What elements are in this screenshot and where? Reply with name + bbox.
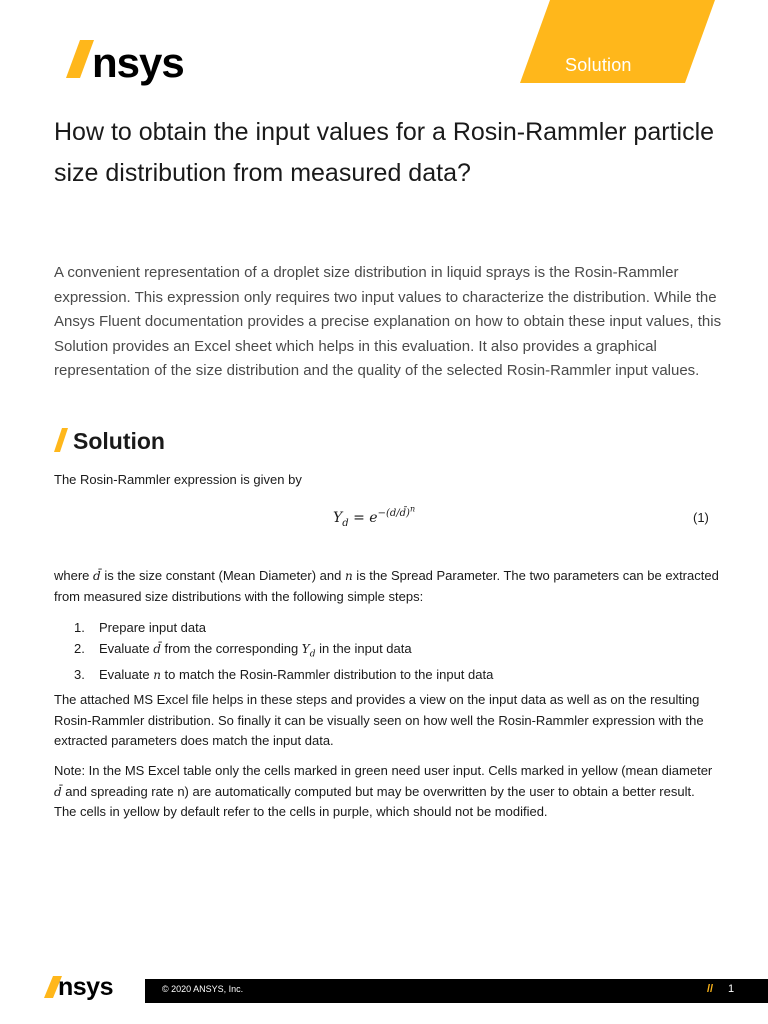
note-text-b: and spreading rate n) are automatically computed but may be overwritten by the user to obtain a better result. The cells in yellow by default refer to the cells in purple, which should not be modified. <box>54 783 695 819</box>
where-text-c: is the Spread Parameter. The two parameters can be extracted from measured size distributions with the following simple steps: <box>54 568 719 604</box>
page-number: 1 <box>728 983 735 995</box>
equation-lead: The Rosin-Rammler expression is given by <box>54 472 302 487</box>
symbol-d-bar: d̄ <box>93 569 101 583</box>
note-text-a: Note: In the MS Excel table only the cells marked in green need user input. Cells marked in yellow (mean diameter <box>54 763 713 778</box>
excel-paragraph: The attached MS Excel file helps in these steps and provides a view on the input data as well as on the resulting Rosin-Rammler distribution. So finally it can be visually seen on how well the Rosin-Rammler expression with the extracted parameters does match the input data. <box>54 692 704 748</box>
note-paragraph <box>54 761 719 823</box>
equation-exponent-text: −(d/d̄) <box>377 508 410 520</box>
list-item-text: in the input data <box>315 640 412 656</box>
list-item-text: Evaluate <box>99 666 154 682</box>
equation <box>333 505 415 529</box>
logo-text: nsys <box>92 39 184 86</box>
list-item <box>54 618 493 639</box>
equation-exponent-power: n <box>409 505 416 514</box>
list-item-number: 2. <box>74 640 85 656</box>
footer-bar <box>145 979 768 1003</box>
list-item <box>54 665 493 686</box>
list-item <box>54 639 493 665</box>
equation-exponent <box>377 505 416 520</box>
symbol-y-sub: d <box>309 649 316 660</box>
footer-logo-text: nsys <box>58 973 113 1001</box>
section-tab-label: Solution <box>565 55 632 75</box>
footer-logo <box>44 973 134 1003</box>
symbol-d-bar: d̄ <box>54 784 62 799</box>
equation-number: (1) <box>693 510 709 525</box>
symbol-n: n <box>153 667 161 682</box>
equation-lhs-sub: d <box>342 517 349 529</box>
intro-paragraph: A convenient representation of a droplet size distribution in liquid sprays is the Rosin-Rammler expression. This expression only requires two input values to characterize the distribution. While the Ansys Fluent documentation provides a precise explanation on how to obtain these input values, this Solution provides an Excel sheet which helps in this evaluation. It also provides a graphical representation of the size distribution and the quality of the selected Rosin-Rammler input values. <box>54 264 722 379</box>
page-title: How to obtain the input values for a Rosin-Rammler particle size distribution from measured data? <box>54 118 715 187</box>
equation-lhs: Y <box>333 509 343 526</box>
where-text-b: is the size constant (Mean Diameter) and <box>100 568 345 583</box>
list-item-number: 3. <box>74 666 85 682</box>
where-text-a: where <box>54 568 94 583</box>
list-item-text: to match the Rosin-Rammler distribution to the input data <box>160 666 494 682</box>
steps-list <box>54 618 493 685</box>
solution-heading-text: Solution <box>73 428 165 454</box>
symbol-n: n <box>344 569 353 583</box>
list-item-text: from the corresponding <box>160 640 302 656</box>
list-item-text: Prepare input data <box>99 620 206 635</box>
footer-slashes-icon: // <box>707 983 714 995</box>
list-item-number: 1. <box>74 620 85 635</box>
equation-eq: = e <box>348 509 378 526</box>
list-item-text: Evaluate <box>99 640 154 656</box>
where-paragraph <box>54 566 719 607</box>
heading-slash-icon <box>54 428 68 452</box>
symbol-d-bar: d̄ <box>153 641 161 656</box>
copyright: © 2020 ANSYS, Inc. <box>162 984 244 994</box>
ansys-logo <box>66 40 211 86</box>
symbol-y: Y <box>301 641 310 656</box>
